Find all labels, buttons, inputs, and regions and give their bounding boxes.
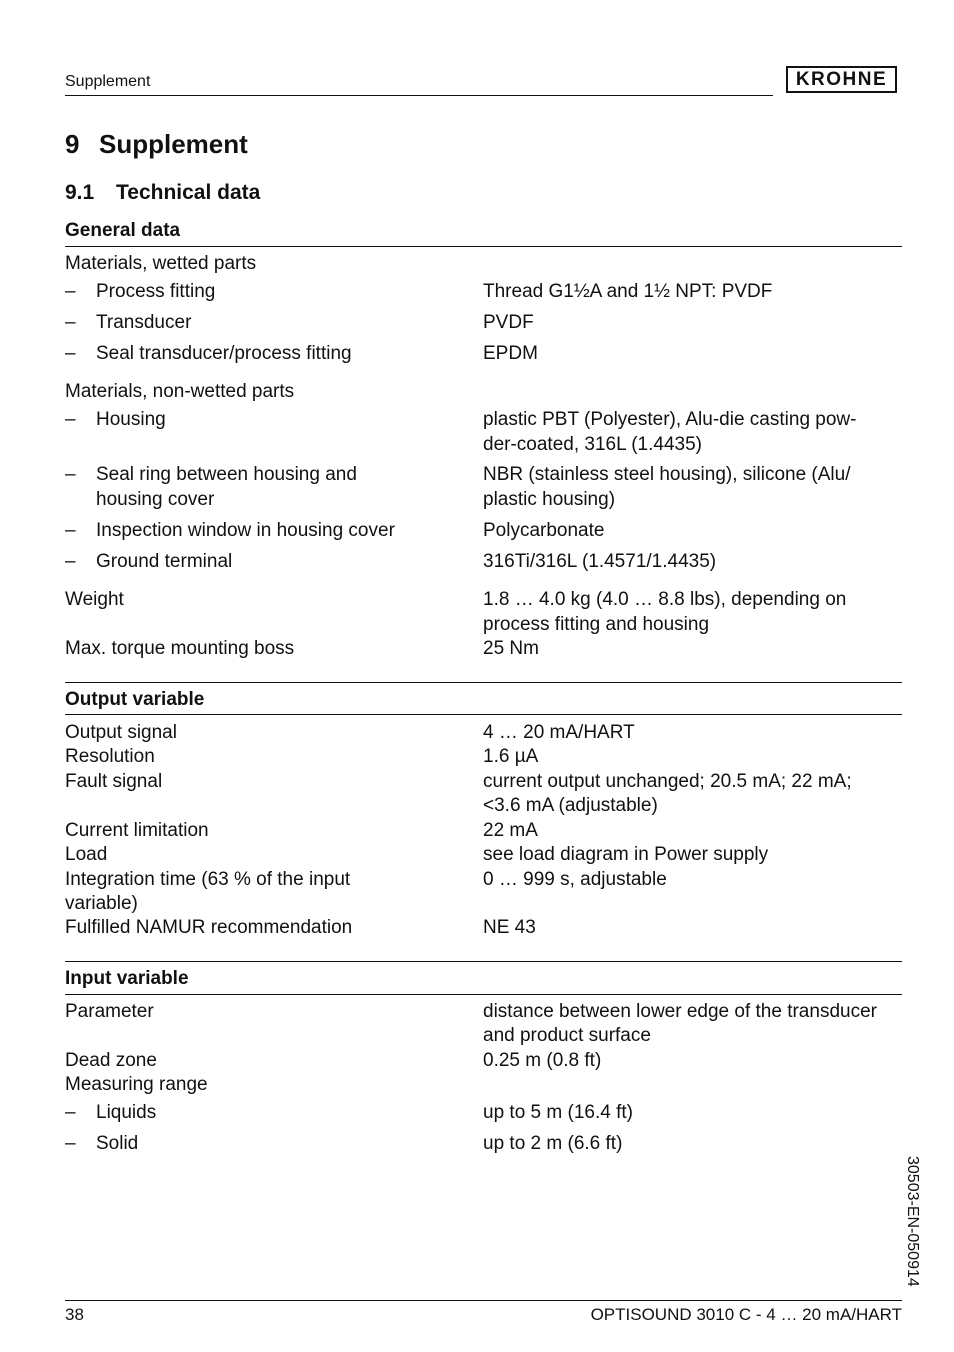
resolution-label: Resolution [65,746,155,767]
header-rule [65,95,773,96]
output-variable-top-rule [65,682,902,683]
list-dash: – [65,1133,76,1154]
integration-time-value: 0 … 999 s, adjustable [483,869,667,890]
page-number: 38 [65,1305,84,1324]
materials-nonwetted-label: Materials, non-wetted parts [65,381,295,402]
dead-zone-value: 0.25 m (0.8 ft) [483,1050,602,1071]
fault-signal-label: Fault signal [65,771,163,792]
general-data-rule [65,246,902,247]
output-variable-title: Output variable [65,689,205,710]
output-signal-value: 4 … 20 mA/HART [483,722,635,743]
list-dash: – [65,520,76,541]
section-heading [65,181,260,205]
integration-time-label-line-1: Integration time (63 % of the input [65,869,351,890]
general-data-title: General data [65,220,181,241]
fault-signal-value-line-2: <3.6 mA (adjustable) [483,795,658,816]
namur-label: Fulfilled NAMUR recommendation [65,917,353,938]
input-variable-title: Input variable [65,968,189,989]
list-dash: – [65,464,76,485]
input-variable-rule [65,994,902,995]
input-variable-top-rule [65,961,902,962]
chapter-title: Supplement [99,129,248,159]
ground-terminal-label: Ground terminal [96,551,233,572]
inspection-window-label: Inspection window in housing cover [96,520,395,541]
list-dash: – [65,409,76,430]
parameter-value-line-1: distance between lower edge of the transducer [483,1001,877,1022]
weight-value-line-1: 1.8 … 4.0 kg (4.0 … 8.8 lbs), depending on [483,589,847,610]
current-limitation-value: 22 mA [483,820,538,841]
output-variable-rule [65,714,902,715]
section-title: Technical data [116,181,261,204]
chapter-heading [65,129,248,160]
fault-signal-value-line-1: current output unchanged; 20.5 mA; 22 mA; [483,771,852,792]
transducer-value: PVDF [483,312,534,333]
document-code: 30503-EN-050914 [904,1156,921,1287]
housing-label: Housing [96,409,166,430]
solid-label: Solid [96,1133,139,1154]
namur-value: NE 43 [483,917,536,938]
dead-zone-label: Dead zone [65,1050,157,1071]
weight-label: Weight [65,589,124,610]
list-dash: – [65,281,76,302]
torque-label: Max. torque mounting boss [65,638,295,659]
list-dash: – [65,343,76,364]
current-limitation-label: Current limitation [65,820,209,841]
solid-value: up to 2 m (6.6 ft) [483,1133,623,1154]
integration-time-label-line-2: variable) [65,893,138,914]
section-number: 9.1 [65,181,95,204]
transducer-label: Transducer [96,312,192,333]
parameter-label: Parameter [65,1001,154,1022]
weight-value-line-2: process fitting and housing [483,614,710,635]
parameter-value-line-2: and product surface [483,1025,651,1046]
inspection-window-value: Polycarbonate [483,520,605,541]
seal-transducer-label: Seal transducer/process fitting [96,343,352,364]
seal-ring-value-line-1: NBR (stainless steel housing), silicone (Alu/ [483,464,851,485]
housing-value-line-2: der-coated, 316L (1.4435) [483,434,703,455]
torque-value: 25 Nm [483,638,539,659]
logo-text: KROHNE [795,68,888,90]
footer-rule [65,1300,902,1301]
list-dash: – [65,312,76,333]
liquids-value: up to 5 m (16.4 ft) [483,1102,633,1123]
chapter-number: 9 [65,129,80,159]
load-value: see load diagram in Power supply [483,844,769,865]
load-label: Load [65,844,108,865]
output-signal-label: Output signal [65,722,177,743]
resolution-value: 1.6 µA [483,746,539,767]
list-dash: – [65,1102,76,1123]
list-dash: – [65,551,76,572]
process-fitting-label: Process fitting [96,281,216,302]
measuring-range-label: Measuring range [65,1074,208,1095]
krohne-logo [786,66,897,93]
materials-wetted-label: Materials, wetted parts [65,253,257,274]
footer-title: OPTISOUND 3010 C - 4 … 20 mA/HART [590,1305,902,1324]
seal-transducer-value: EPDM [483,343,538,364]
ground-terminal-value: 316Ti/316L (1.4571/1.4435) [483,551,717,572]
seal-ring-value-line-2: plastic housing) [483,489,616,510]
running-header: Supplement [65,73,151,90]
process-fitting-value: Thread G1½A and 1½ NPT: PVDF [483,281,773,302]
housing-value-line-1: plastic PBT (Polyester), Alu-die casting pow- [483,409,857,430]
seal-ring-label-line-2: housing cover [96,489,215,510]
seal-ring-label-line-1: Seal ring between housing and [96,464,357,485]
liquids-label: Liquids [96,1102,157,1123]
